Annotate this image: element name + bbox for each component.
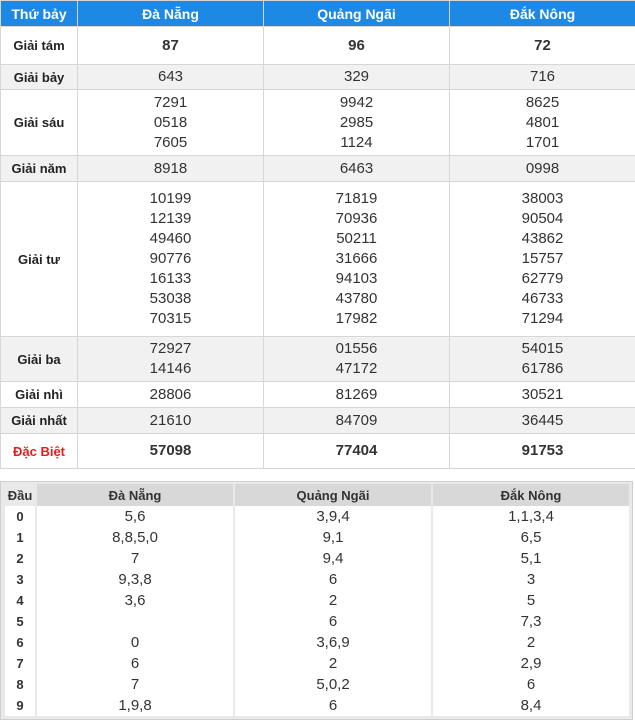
loto-row (5, 695, 629, 716)
prize-value: 0518 (153, 113, 188, 131)
prize-value: 16133 (149, 270, 192, 287)
loto-value: 9,1 (235, 527, 431, 548)
prize-cell (450, 182, 635, 337)
prize-value: 6463 (264, 156, 450, 182)
loto-header-row (5, 484, 629, 506)
dau-digit: 1 (5, 527, 35, 548)
prize-value: 38003 (521, 190, 564, 207)
province-header[interactable]: Quảng Ngãi (264, 1, 450, 27)
prize-label: Giải nhất (1, 408, 78, 434)
loto-value: 2 (433, 632, 629, 653)
loto-value: 5,0,2 (235, 674, 431, 695)
prize-label: Giải nhì (1, 382, 78, 408)
day-header: Thứ bảy (1, 1, 78, 27)
prize-value: 62779 (521, 270, 564, 287)
province-header[interactable]: Đà Nẵng (78, 1, 264, 27)
special-prize-value: 77404 (264, 434, 450, 469)
prize-cell (450, 337, 635, 382)
dau-digit: 5 (5, 611, 35, 632)
loto-value: 3,6,9 (235, 632, 431, 653)
loto-value: 0 (37, 632, 233, 653)
loto-row (5, 632, 629, 653)
prize-value: 50211 (336, 230, 377, 247)
loto-value: 5,1 (433, 548, 629, 569)
prize-cell (264, 90, 450, 156)
prize-value: 70936 (335, 210, 378, 227)
prize-value: 1124 (340, 133, 373, 151)
prize-row-giai-ba (1, 337, 635, 382)
loto-value: 9,3,8 (37, 569, 233, 590)
loto-value: 2,9 (433, 653, 629, 674)
prize-value: 36445 (450, 408, 635, 434)
prize-value: 12139 (149, 210, 192, 227)
prize-value: 15757 (521, 250, 564, 267)
loto-row (5, 611, 629, 632)
prize-value: 90776 (149, 250, 192, 267)
prize-value: 30521 (450, 382, 635, 408)
loto-province-header: Đắk Nông (433, 484, 629, 506)
prize-label: Giải ba (1, 337, 78, 382)
prize-label: Giải năm (1, 156, 78, 182)
special-prize-value: 91753 (450, 434, 635, 469)
loto-value: 3,9,4 (235, 506, 431, 527)
prize-value: 8625 (525, 93, 560, 111)
prize-row-giai-nam (1, 156, 635, 182)
prize-value: 96 (264, 27, 450, 65)
prize-value: 81269 (264, 382, 450, 408)
loto-row (5, 506, 629, 527)
loto-value: 6 (235, 611, 431, 632)
loto-head-table (3, 484, 631, 716)
prize-label: Giải sáu (1, 90, 78, 156)
prize-value: 72 (450, 27, 635, 65)
dau-digit: 8 (5, 674, 35, 695)
loto-value: 8,8,5,0 (37, 527, 233, 548)
prize-value: 4801 (525, 113, 560, 131)
loto-row (5, 527, 629, 548)
prize-cell (450, 90, 635, 156)
loto-value: 5,6 (37, 506, 233, 527)
prize-value: 9942 (339, 93, 374, 111)
prize-cell (78, 182, 264, 337)
prize-value: 329 (264, 65, 450, 90)
prize-label: Đặc Biệt (1, 434, 78, 469)
loto-row (5, 674, 629, 695)
prize-value: 21610 (78, 408, 264, 434)
dau-header: Đầu (5, 484, 35, 506)
prize-value: 46733 (521, 290, 564, 307)
prize-value: 2985 (339, 113, 374, 131)
loto-value: 6 (433, 674, 629, 695)
loto-value: 9,4 (235, 548, 431, 569)
prize-value: 10199 (149, 190, 192, 207)
prize-label: Giải tám (1, 27, 78, 65)
loto-value: 6 (235, 695, 431, 716)
prize-value: 17982 (335, 310, 378, 327)
loto-row (5, 653, 629, 674)
prize-value: 47172 (335, 360, 378, 377)
loto-value: 3,6 (37, 590, 233, 611)
results-header-row (1, 1, 635, 27)
loto-row (5, 548, 629, 569)
province-header[interactable]: Đắk Nông (450, 1, 635, 27)
special-prize-value: 57098 (78, 434, 264, 469)
prize-value: 49460 (149, 230, 192, 247)
prize-row-giai-bay (1, 65, 635, 90)
prize-value: 7291 (153, 93, 188, 111)
prize-label: Giải bảy (1, 65, 78, 90)
prize-value: 90504 (521, 210, 564, 227)
prize-cell (264, 182, 450, 337)
prize-value: 716 (450, 65, 635, 90)
prize-row-giai-tu (1, 182, 635, 337)
loto-value: 1,9,8 (37, 695, 233, 716)
loto-head-table-panel (0, 481, 633, 720)
loto-value: 5 (433, 590, 629, 611)
loto-value: 1,1,3,4 (433, 506, 629, 527)
dau-digit: 7 (5, 653, 35, 674)
prize-value: 1701 (525, 133, 560, 151)
prize-value: 61786 (521, 360, 564, 377)
loto-value: 6 (235, 569, 431, 590)
prize-row-giai-nhat (1, 408, 635, 434)
prize-cell (78, 337, 264, 382)
dau-digit: 9 (5, 695, 35, 716)
prize-value: 01556 (335, 340, 378, 357)
prize-value: 54015 (521, 340, 564, 357)
prize-value: 43862 (521, 230, 564, 247)
loto-value: 6 (37, 653, 233, 674)
prize-value: 7605 (153, 133, 188, 151)
prize-value: 94103 (335, 270, 378, 287)
loto-row (5, 590, 629, 611)
dau-digit: 2 (5, 548, 35, 569)
loto-value: 7 (37, 674, 233, 695)
prize-row-giai-tam (1, 27, 635, 65)
prize-value: 71819 (335, 190, 378, 207)
loto-province-header: Quảng Ngãi (235, 484, 431, 506)
dau-digit: 3 (5, 569, 35, 590)
prize-value: 0998 (450, 156, 635, 182)
loto-value: 3 (433, 569, 629, 590)
prize-row-giai-nhi (1, 382, 635, 408)
loto-value: 7 (37, 548, 233, 569)
prize-row-dac-biet (1, 434, 635, 469)
prize-value: 28806 (78, 382, 264, 408)
prize-cell (264, 337, 450, 382)
loto-row (5, 569, 629, 590)
loto-value: 2 (235, 653, 431, 674)
loto-province-header: Đà Nẵng (37, 484, 233, 506)
loto-value (37, 611, 233, 632)
loto-value: 2 (235, 590, 431, 611)
prize-row-giai-sau (1, 90, 635, 156)
dau-digit: 4 (5, 590, 35, 611)
prize-value: 53038 (149, 290, 192, 307)
prize-value: 43780 (335, 290, 378, 307)
prize-value: 643 (78, 65, 264, 90)
prize-label: Giải tư (1, 182, 78, 337)
prize-value: 87 (78, 27, 264, 65)
prize-value: 8918 (78, 156, 264, 182)
prize-value: 72927 (149, 340, 192, 357)
prize-value: 71294 (521, 310, 564, 327)
prize-value: 14146 (149, 360, 192, 377)
prize-value: 70315 (149, 310, 192, 327)
prize-value: 31666 (335, 250, 378, 267)
prize-value: 84709 (264, 408, 450, 434)
dau-digit: 6 (5, 632, 35, 653)
loto-value: 8,4 (433, 695, 629, 716)
dau-digit: 0 (5, 506, 35, 527)
loto-value: 6,5 (433, 527, 629, 548)
prize-cell (78, 90, 264, 156)
loto-value: 7,3 (433, 611, 629, 632)
